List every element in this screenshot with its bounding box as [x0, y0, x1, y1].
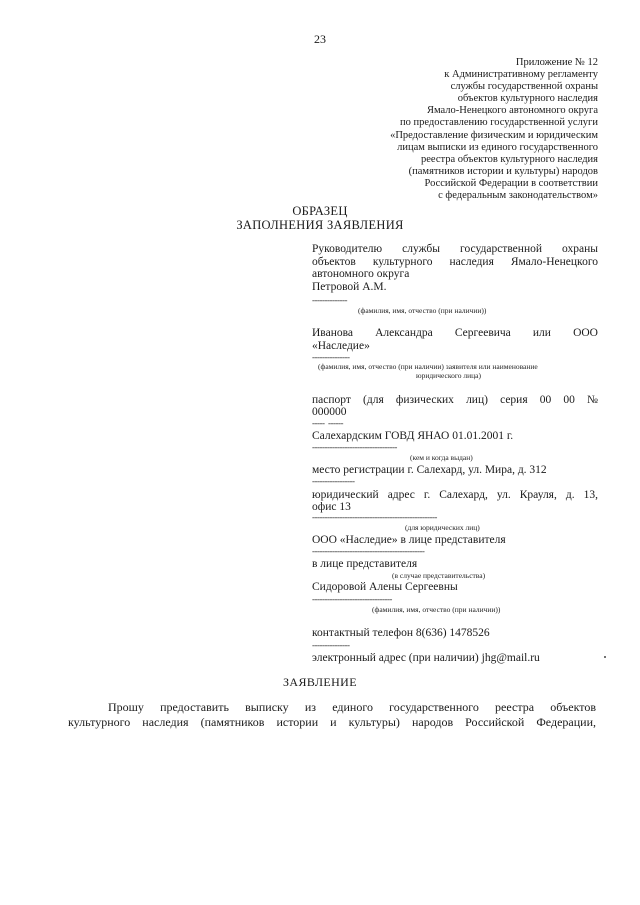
underline: -----------------: [312, 477, 355, 486]
applicant-line-1: Иванова Александра Сергеевича или ООО: [312, 327, 598, 339]
underline: ----- ------: [312, 419, 343, 428]
appendix-line: объектов культурного наследия: [457, 93, 598, 105]
representative-caption: (в случае представительства): [392, 571, 486, 580]
statement-line-1: Прошу предоставить выписку из единого государственного реестра объектов: [108, 700, 596, 714]
addressee-line-3: автономного округа: [312, 268, 410, 280]
appendix-line: лицам выписки из единого государственного: [397, 141, 598, 153]
appendix-line: службы государственной охраны: [450, 81, 598, 93]
applicant-caption-2: юридического лица): [416, 371, 481, 380]
appendix-header: [390, 57, 598, 202]
representative-org: ООО «Наследие» в лице представителя: [312, 534, 506, 546]
page-number: 23: [314, 32, 326, 46]
sample-title: ОБРАЗЕЦ: [292, 204, 348, 218]
legal-address-line-1: юридический адрес г. Салехард, ул. Крауля, д. 13,: [312, 489, 598, 501]
contact-email: электронный адрес (при наличии) jhg@mail.ru: [312, 652, 540, 664]
appendix-line: «Предоставление физическим и юридическим: [390, 129, 598, 141]
statement-line-2: культурного наследия (памятников истории и культуры) народов Российской Федерации,: [68, 715, 596, 729]
issued-caption: (кем и когда выдан): [410, 453, 473, 462]
underline: --------------: [312, 296, 347, 305]
appendix-line: реестра объектов культурного наследия: [420, 153, 598, 165]
addressee-name: Петровой А.М.: [312, 281, 387, 293]
underline: --------------------------------: [312, 595, 392, 604]
appendix-line: к Административному регламенту: [444, 69, 598, 81]
contact-phone: контактный телефон 8(636) 1478526: [312, 627, 490, 639]
representative-name-caption: (фамилия, имя, отчество (при наличии)): [372, 605, 501, 614]
underline: ----------------------------------: [312, 443, 397, 452]
underline: ---------------------------------------------: [312, 547, 425, 556]
addressee-line-1: Руководителю службы государственной охраны: [312, 243, 598, 255]
legal-address-line-2: офис 13: [312, 501, 351, 513]
sample-subtitle: ЗАПОЛНЕНИЯ ЗАЯВЛЕНИЯ: [236, 218, 404, 232]
underline: --------------------------------------------------: [312, 513, 437, 522]
legal-address-caption: (для юридических лиц): [405, 523, 480, 532]
representative-label: в лице представителя: [312, 558, 418, 570]
statement-heading: ЗАЯВЛЕНИЕ: [283, 675, 357, 689]
underline: ---------------: [312, 641, 350, 650]
appendix-line: Российской Федерации в соответствии: [424, 177, 598, 189]
underline: ---------------: [312, 353, 350, 362]
applicant-line-2: «Наследие»: [312, 340, 370, 352]
registration-address: место регистрации г. Салехард, ул. Мира, д. 312: [312, 464, 547, 476]
addressee-caption: (фамилия, имя, отчество (при наличии)): [358, 306, 487, 315]
issued-by: Салехардским ГОВД ЯНАО 01.01.2001 г.: [312, 430, 514, 442]
appendix-line: с федеральным законодательством»: [438, 190, 598, 202]
representative-name: Сидоровой Алены Сергеевны: [312, 581, 458, 593]
ink-dot: [604, 656, 606, 658]
appendix-line: по предоставлению государственной услуги: [400, 117, 598, 129]
passport-line-2: 000000: [312, 406, 347, 418]
appendix-line: Ямало-Ненецкого автономного округа: [426, 105, 598, 117]
appendix-line: Приложение № 12: [515, 57, 598, 68]
appendix-line: (памятников истории и культуры) народов: [408, 165, 598, 177]
applicant-caption-1: (фамилия, имя, отчество (при наличии) заявителя или наименование: [318, 362, 538, 371]
passport-line-1: паспорт (для физических лиц) серия 00 00 №: [312, 394, 598, 406]
addressee-line-2: объектов культурного наследия Ямало-Ненецкого: [312, 256, 598, 268]
